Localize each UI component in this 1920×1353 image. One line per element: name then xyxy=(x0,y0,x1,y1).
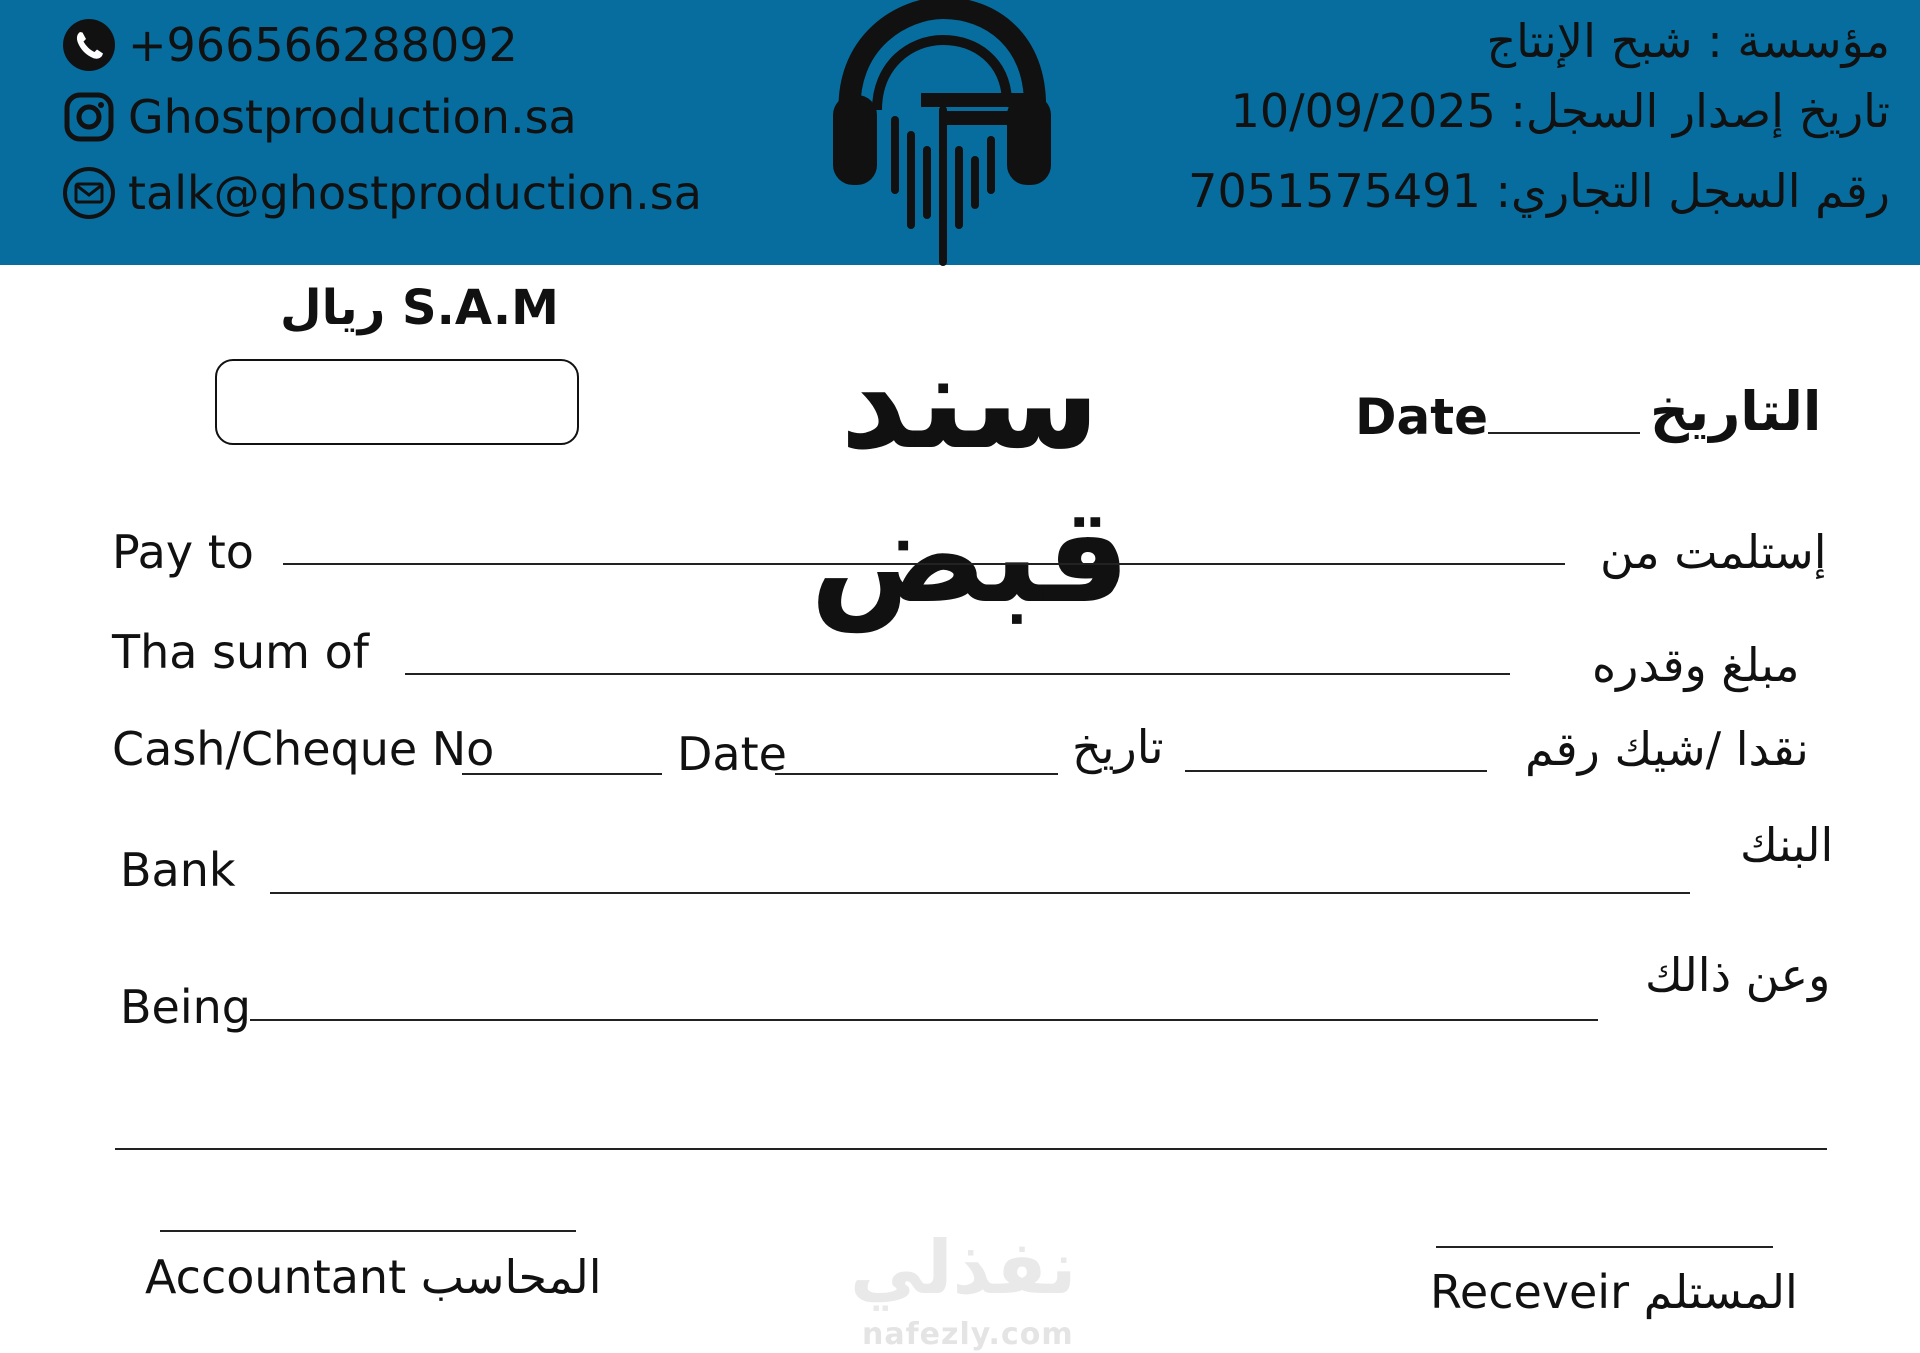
instagram-handle: Ghostproduction.sa xyxy=(128,90,577,144)
phone-icon xyxy=(62,18,116,72)
header-band xyxy=(0,0,1920,265)
phone-number: +966566288092 xyxy=(128,18,518,72)
accountant-signature-line[interactable] xyxy=(160,1230,576,1232)
cash-cheque-label-ar: نقدا /شيك رقم xyxy=(1525,722,1809,776)
accountant-label: Accountant المحاسب xyxy=(145,1250,602,1304)
receiver-label: Receveir المستلم xyxy=(1430,1265,1798,1319)
commercial-registry-number: رقم السجل التجاري: 7051575491 xyxy=(1188,164,1890,218)
watermark-logo-ar: نفذلي xyxy=(850,1225,1077,1311)
bank-label: Bank xyxy=(120,843,236,897)
being-label-ar: وعن ذالك xyxy=(1645,948,1831,1002)
pay-to-label: Pay to xyxy=(112,525,254,579)
continuation-line[interactable] xyxy=(115,1148,1827,1150)
contact-phone[interactable] xyxy=(62,18,518,72)
contact-instagram[interactable] xyxy=(62,90,577,144)
pay-to-line[interactable] xyxy=(283,563,1565,565)
contact-email[interactable] xyxy=(62,166,702,220)
cash-cheque-label: Cash/Cheque No xyxy=(112,722,495,776)
date-line[interactable] xyxy=(1488,432,1640,434)
company-name: مؤسسة : شبح الإنتاج xyxy=(1486,14,1890,68)
pay-to-label-ar: إستلمت من xyxy=(1600,525,1827,579)
currency-label: ريال S.A.M xyxy=(280,280,559,336)
bank-label-ar: البنك xyxy=(1740,818,1834,872)
document-title: سند قبض xyxy=(809,325,1131,633)
date-label-ar: التاريخ xyxy=(1650,380,1822,443)
amount-input-box[interactable] xyxy=(215,359,579,445)
cheque-number-line-ar[interactable] xyxy=(1185,770,1487,772)
date-label-en: Date xyxy=(1355,388,1489,446)
cheque-date-label: Date xyxy=(677,727,787,781)
cheque-date-line[interactable] xyxy=(775,773,1058,775)
cheque-date-label-ar: تاريخ xyxy=(1072,720,1164,774)
bank-line[interactable] xyxy=(270,892,1690,894)
email-address: talk@ghostproduction.sa xyxy=(128,166,702,220)
being-label: Being xyxy=(120,980,251,1034)
headphones-logo xyxy=(825,0,1055,268)
watermark-url: nafezly.com xyxy=(862,1317,1074,1352)
registry-issue-date: تاريخ إصدار السجل: 10/09/2025 xyxy=(1230,84,1890,138)
being-line[interactable] xyxy=(250,1019,1598,1021)
sum-of-label-ar: مبلغ وقدره xyxy=(1592,638,1800,692)
sum-of-line[interactable] xyxy=(405,673,1510,675)
email-icon xyxy=(62,166,116,220)
receiver-signature-line[interactable] xyxy=(1436,1246,1773,1248)
sum-of-label: Tha sum of xyxy=(112,625,369,679)
instagram-icon xyxy=(62,90,116,144)
cheque-number-line[interactable] xyxy=(462,773,662,775)
